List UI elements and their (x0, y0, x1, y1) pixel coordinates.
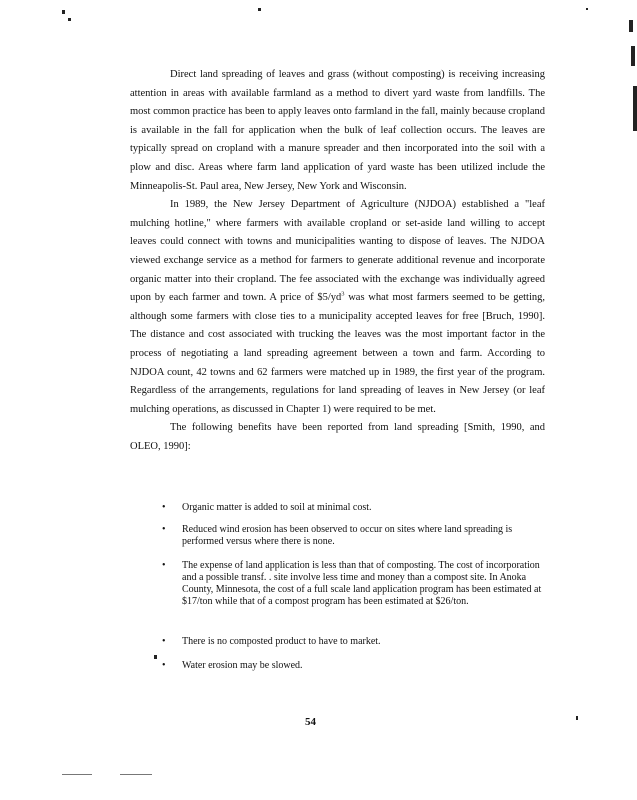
bullet-dot: • (162, 560, 166, 571)
scan-edge-mark (633, 86, 637, 131)
page-number: 54 (305, 716, 316, 728)
paragraph-njdoa-text-a: In 1989, the New Jersey Department of Agriculture (NJDOA) established a "leaf mulching hotline," where farmers with available cropland or set-aside land willing to accept leaves could connect with towns and municipalities wanting to dispose of leaves. The NJDOA viewed exchange service as a method for farmers to generate additional revenue and incorporate organic matter into their cropland. The fee associated with the exchange was individually agreed upon by each farmer and town. A price of $5/yd (130, 199, 545, 304)
bullet-dot: • (162, 660, 166, 671)
scan-speck (154, 655, 157, 659)
paragraph-benefits-intro: The following benefits have been reported from land spreading [Smith, 1990, and OLEO, 1990]: (130, 422, 545, 452)
list-item: • Water erosion may be slowed. (162, 660, 303, 671)
bullet-dot: • (162, 502, 166, 513)
scan-speck (586, 8, 588, 10)
scan-speck (62, 10, 65, 14)
cubic-yard-superscript: 3 (341, 290, 345, 298)
scan-speck (629, 20, 633, 32)
scan-dots (62, 774, 92, 775)
list-item: • Reduced wind erosion has been observed to occur on sites where land spreading is performed versus where there is none. (162, 524, 513, 547)
scan-dots (120, 774, 152, 775)
bullet-dot: • (162, 636, 166, 647)
paragraph-njdoa-hotline (130, 196, 545, 419)
paragraph-land-spreading-intro: Direct land spreading of leaves and grass (without composting) is receiving increasing attention in areas with available farmland as a method to divert yard waste from landfills. The most common practice has been to apply leaves onto farmland in the fall, mainly because cropland is available in the fall for application when the bulk of leaf collection occurs. The leaves are typically spread on cropland with a manure spreader and then incorporated into the soil with a plow and disc. Areas where farm land application of yard waste has been utilized include the Minneapolis-St. Paul area, New Jersey, New York and Wisconsin. (130, 69, 545, 192)
scan-speck (68, 18, 71, 21)
scan-speck (258, 8, 261, 11)
scan-speck (576, 716, 578, 720)
body-text (130, 66, 545, 456)
list-item: • The expense of land application is less than that of composting. The cost of incorporation and a possible transf. . site involve less time and money than a compost site. In Anoka County, Minnesota, the cost of a full scale land application program has been estimated at $17/ton while that of a compost program has been estimated at $26/ton. (162, 560, 542, 607)
paragraph-njdoa-text-b: was what most farmers seemed to be getting, although some farmers with close ties to a municipality accepted leaves for free [Bruch, 1990]. The distance and cost associated with trucking the leaves was the most important factor in the process of negotiating a land spreading agreement between a town and farm. According to NJDOA count, 42 towns and 62 farmers were matched up in 1989, the first year of the program. Regardless of the arrangements, regulations for land spreading of leaves in New Jersey (or leaf mulching operations, as discussed in Chapter 1) were required to be met. (130, 292, 545, 415)
bullet-dot: • (162, 524, 166, 535)
list-item: • Organic matter is added to soil at minimal cost. (162, 502, 372, 513)
scan-speck (631, 46, 635, 66)
list-item: • There is no composted product to have to market. (162, 636, 381, 647)
